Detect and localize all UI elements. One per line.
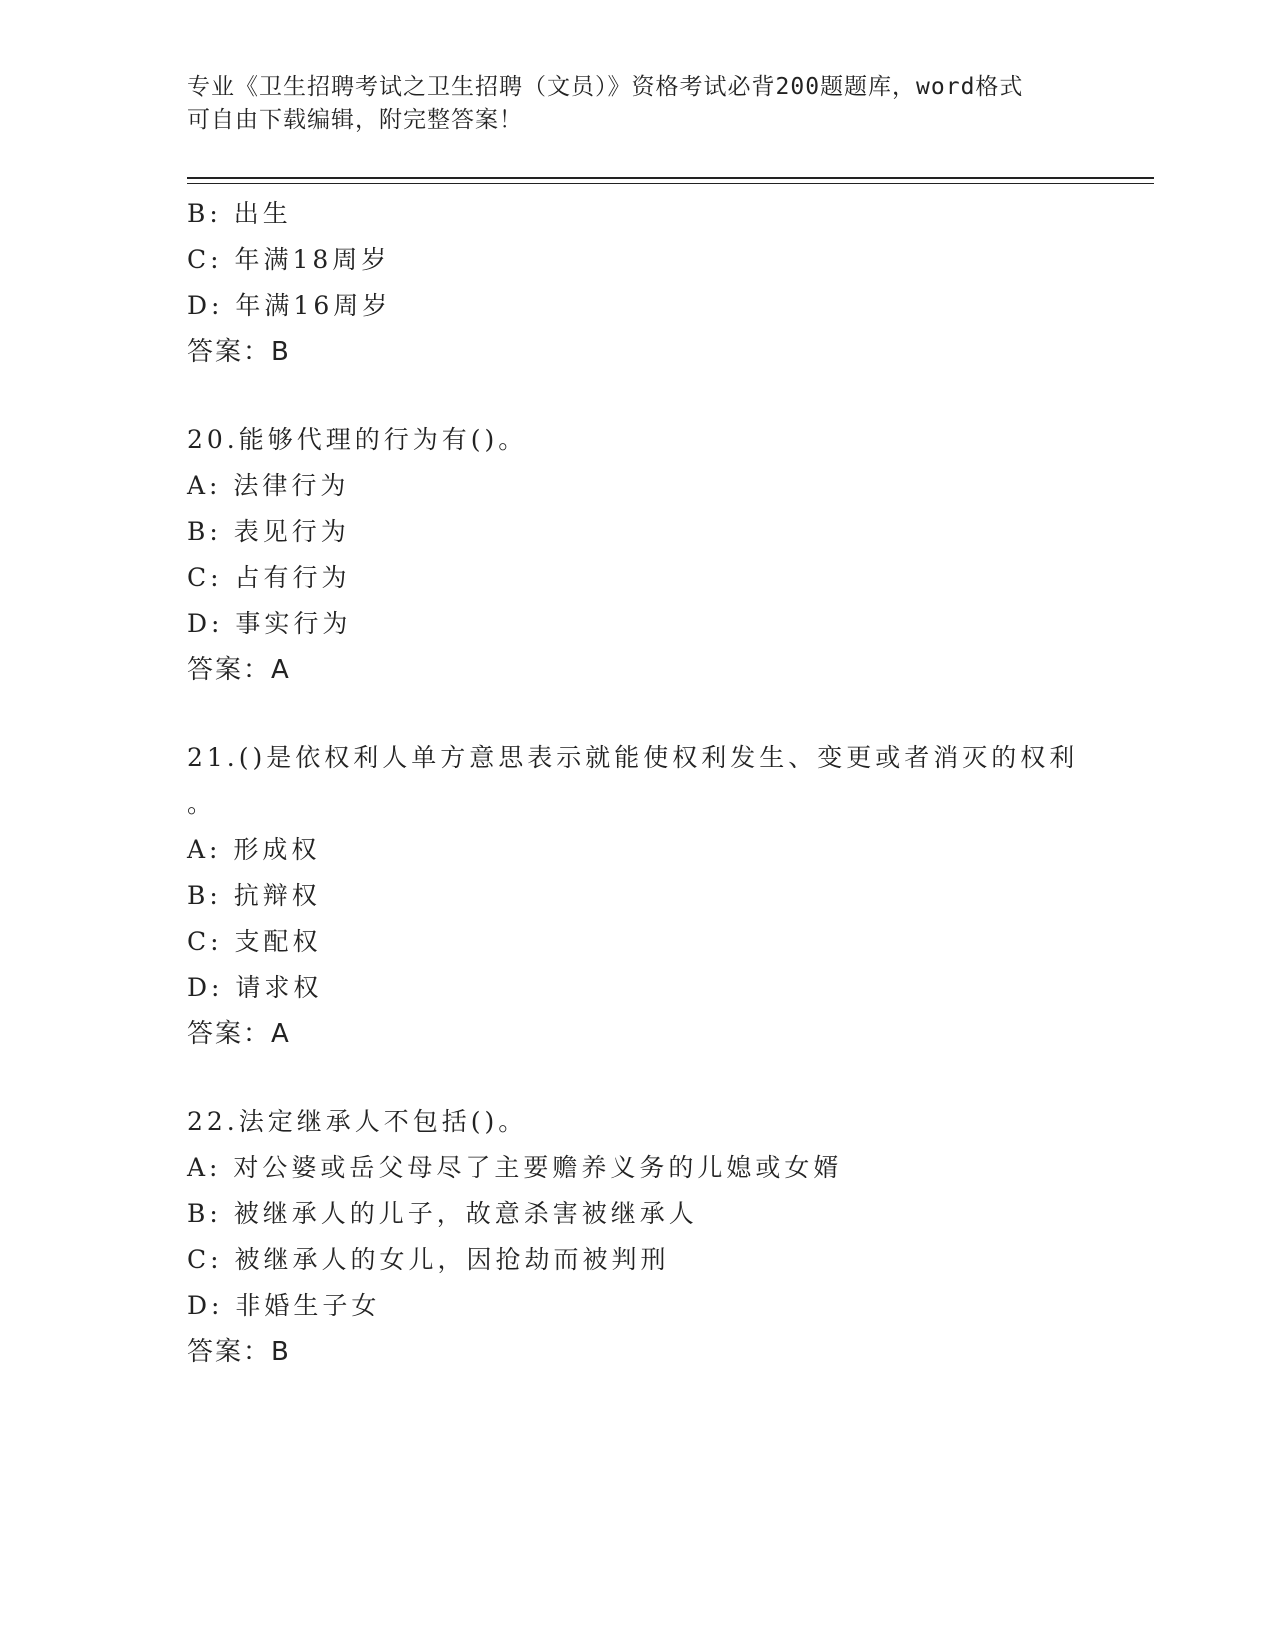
question-20-block — [187, 417, 1087, 693]
header-title-line-1: 专业《卫生招聘考试之卫生招聘（文员）》资格考试必背200题题库，word格式 — [187, 74, 1024, 100]
question-20-text: 20.能够代理的行为有()。 — [187, 425, 528, 454]
header-divider-thin — [187, 183, 1154, 184]
question-19-option-b: B: 出生 — [187, 199, 292, 228]
question-22-option-a: A: 对公婆或岳父母尽了主要赡养义务的儿媳或女婿 — [187, 1153, 843, 1182]
question-21-option-a: A: 形成权 — [187, 835, 321, 864]
question-21-option-d: D: 请求权 — [187, 973, 323, 1002]
question-20-option-b: B: 表见行为 — [187, 517, 350, 546]
question-21-option-b: B: 抗辩权 — [187, 881, 321, 910]
question-22-option-b: B: 被继承人的儿子，故意杀害被继承人 — [187, 1199, 698, 1228]
question-21-text-tail: 。 — [187, 789, 217, 818]
question-19-option-c: C: 年满18周岁 — [187, 245, 391, 274]
question-20-option-c: C: 占有行为 — [187, 563, 351, 592]
spacer — [187, 1057, 1087, 1099]
header-divider-thick — [187, 177, 1154, 179]
question-19-block — [187, 191, 1087, 375]
question-22-answer: 答案：B — [187, 1337, 291, 1367]
question-22-block — [187, 1099, 1087, 1375]
question-19-answer: 答案：B — [187, 337, 291, 367]
question-21-option-c: C: 支配权 — [187, 927, 322, 956]
question-19-option-d: D: 年满16周岁 — [187, 291, 392, 320]
question-20-option-a: A: 法律行为 — [187, 471, 350, 500]
question-21-answer: 答案：A — [187, 1019, 291, 1049]
question-list — [187, 191, 1087, 1375]
question-21-block — [187, 735, 1087, 1057]
question-21-text: 21.()是依权利人单方意思表示就能使权利发生、变更或者消灭的权利 — [187, 743, 1079, 772]
header-title-line-2: 可自由下载编辑，附完整答案！ — [187, 107, 523, 133]
question-22-option-d: D: 非婚生子女 — [187, 1291, 381, 1320]
spacer — [187, 693, 1087, 735]
question-22-option-c: C: 被继承人的女儿，因抢劫而被判刑 — [187, 1245, 670, 1274]
spacer — [187, 375, 1087, 417]
question-20-answer: 答案：A — [187, 655, 291, 685]
document-header — [187, 71, 1067, 137]
question-20-option-d: D: 事实行为 — [187, 609, 352, 638]
question-22-text: 22.法定继承人不包括()。 — [187, 1107, 528, 1136]
